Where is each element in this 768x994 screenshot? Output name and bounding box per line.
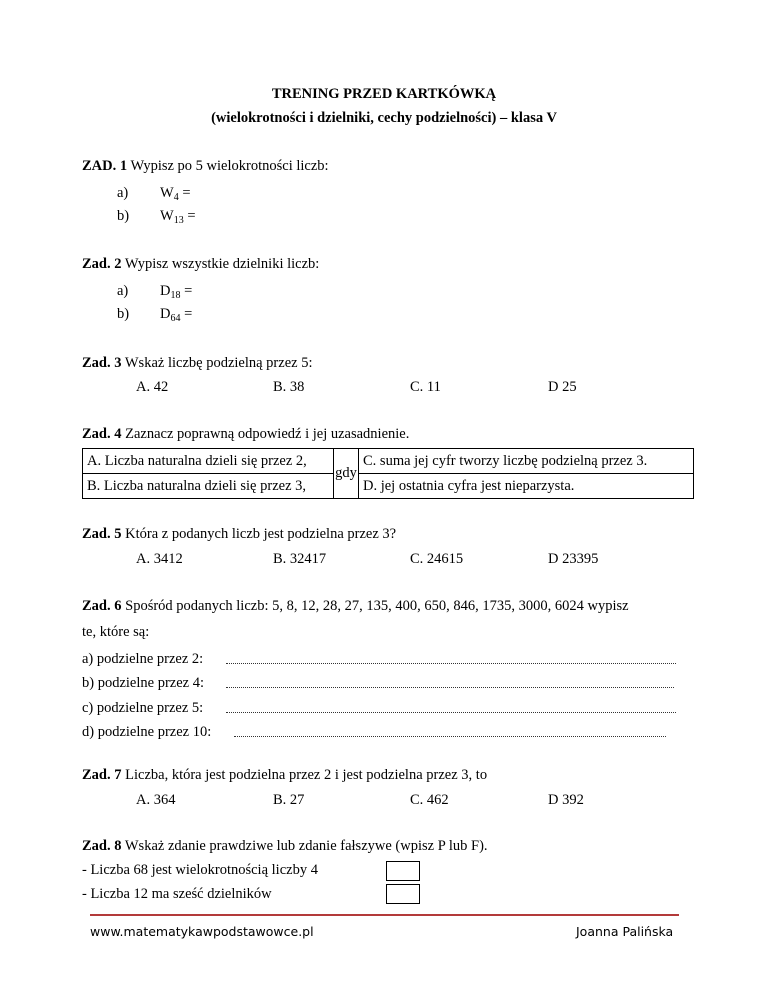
task-2-item-a-letter: a) <box>117 283 129 299</box>
task-2-label: Zad. 2 <box>82 256 122 272</box>
task-4-option-a: A. Liczba naturalna dzieli się przez 2, <box>83 449 334 474</box>
task-4-option-c: C. suma jej cyfr tworzy liczbę podzielną przez 3. <box>359 449 694 474</box>
task-3-heading <box>82 355 312 372</box>
task-6-text-line2: te, które są: <box>82 624 150 640</box>
task-1-label: ZAD. 1 <box>82 158 128 174</box>
page-subtitle: (wielokrotności i dzielniki, cechy podzielności) – klasa V <box>211 110 557 126</box>
task-3-option-c: C. 11 <box>410 379 441 395</box>
task-5-option-c: C. 24615 <box>410 551 464 567</box>
task-4-option-d: D. jej ostatnia cyfra jest nieparzysta. <box>359 474 694 499</box>
task-4-option-b: B. Liczba naturalna dzieli się przez 3, <box>83 474 334 499</box>
task-8-answer-box-1[interactable] <box>386 861 420 881</box>
task-3-option-b: B. 38 <box>273 379 305 395</box>
task-6-answer-line-d[interactable] <box>234 736 666 737</box>
task-6-answer-line-b[interactable] <box>226 687 674 688</box>
task-3-option-a: A. 42 <box>136 379 169 395</box>
task-2-item-a <box>160 283 192 300</box>
task-1-heading <box>82 158 329 175</box>
task-7-label: Zad. 7 <box>82 767 122 783</box>
task-7-option-a: A. 364 <box>136 792 176 808</box>
task-1-item-b-symbol: W <box>160 208 174 224</box>
task-4-text: Zaznacz poprawną odpowiedź i jej uzasadnienie. <box>125 426 410 442</box>
task-2-item-b-symbol: D <box>160 306 171 322</box>
task-7-option-d: D 392 <box>548 792 584 808</box>
task-2-item-b <box>160 306 192 323</box>
task-8-text: Wskaż zdanie prawdziwe lub zdanie fałszywe (wpisz P lub F). <box>124 838 488 854</box>
task-8-heading <box>82 838 488 855</box>
task-5-option-a: A. 3412 <box>136 551 183 567</box>
task-1-item-b-subscript: 13 <box>173 215 184 226</box>
task-1-item-b-eq: = <box>187 208 196 224</box>
task-6-text-line1: Spośród podanych liczb: 5, 8, 12, 28, 27, 135, 400, 650, 846, 1735, 3000, 6024 wypisz <box>125 598 629 614</box>
task-4-heading <box>82 426 409 443</box>
task-2-item-b-letter: b) <box>117 306 130 322</box>
footer-author: Joanna Palińska <box>576 924 674 939</box>
task-4-connector: gdy <box>334 449 359 499</box>
task-8-answer-box-2[interactable] <box>386 884 420 904</box>
task-1-item-a-subscript: 4 <box>173 192 179 203</box>
task-7-option-b: B. 27 <box>273 792 305 808</box>
task-2-item-a-symbol: D <box>160 283 171 299</box>
task-6-answer-line-a[interactable] <box>226 663 676 664</box>
task-4-table <box>82 448 694 499</box>
task-6-label: Zad. 6 <box>82 598 122 614</box>
task-6-heading <box>82 598 629 615</box>
task-1-item-b <box>160 208 196 225</box>
task-1-item-a-letter: a) <box>117 185 129 201</box>
task-1-item-a-eq: = <box>182 185 191 201</box>
task-2-item-b-subscript: 64 <box>170 313 181 324</box>
task-6-item-d: d) podzielne przez 10: <box>82 724 212 740</box>
task-6-item-c: c) podzielne przez 5: <box>82 700 204 716</box>
task-1-item-a <box>160 185 191 202</box>
page-title: TRENING PRZED KARTKÓWKĄ <box>271 86 497 102</box>
footer-divider <box>90 914 679 916</box>
task-5-label: Zad. 5 <box>82 526 122 542</box>
task-2-item-a-subscript: 18 <box>170 290 181 301</box>
task-1-item-a-symbol: W <box>160 185 174 201</box>
task-5-heading <box>82 526 396 543</box>
task-7-heading <box>82 767 487 784</box>
task-5-option-b: B. 32417 <box>273 551 327 567</box>
footer-site: www.matematykawpodstawowce.pl <box>90 924 314 939</box>
task-3-label: Zad. 3 <box>82 355 122 371</box>
task-3-text: Wskaż liczbę podzielną przez 5: <box>124 355 313 371</box>
task-8-statement-2: - Liczba 12 ma sześć dzielników <box>82 886 272 902</box>
task-6-item-b: b) podzielne przez 4: <box>82 675 204 691</box>
task-8-statement-1: - Liczba 68 jest wielokrotnością liczby 4 <box>82 862 318 878</box>
task-7-text: Liczba, która jest podzielna przez 2 i jest podzielna przez 3, to <box>125 767 488 783</box>
task-2-item-b-eq: = <box>184 306 193 322</box>
task-2-item-a-eq: = <box>184 283 193 299</box>
task-4-label: Zad. 4 <box>82 426 122 442</box>
task-8-label: Zad. 8 <box>82 838 122 854</box>
task-5-option-d: D 23395 <box>548 551 599 567</box>
task-7-option-c: C. 462 <box>410 792 449 808</box>
task-2-text: Wypisz wszystkie dzielniki liczb: <box>124 256 320 272</box>
task-6-answer-line-c[interactable] <box>226 712 676 713</box>
task-5-text: Która z podanych liczb jest podzielna przez 3? <box>125 526 397 542</box>
task-3-option-d: D 25 <box>548 379 577 395</box>
task-2-heading <box>82 256 319 273</box>
task-6-item-a: a) podzielne przez 2: <box>82 651 204 667</box>
task-1-item-b-letter: b) <box>117 208 130 224</box>
task-1-text: Wypisz po 5 wielokrotności liczb: <box>130 158 329 174</box>
